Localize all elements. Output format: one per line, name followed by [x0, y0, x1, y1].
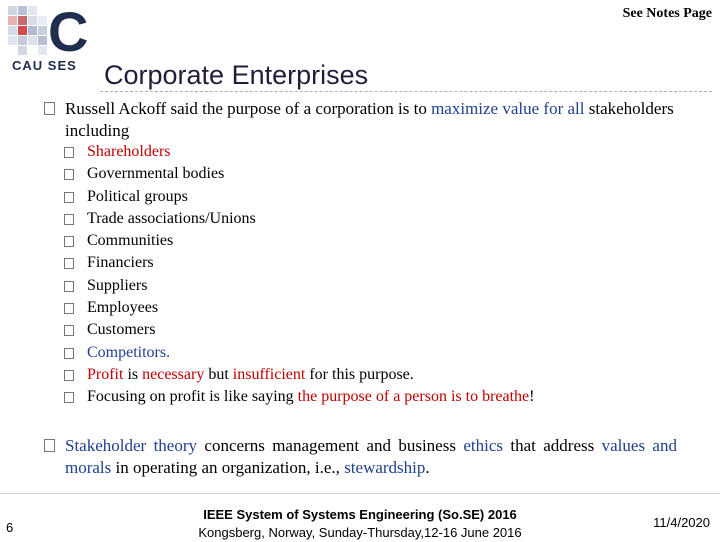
cau-ses-logo: [4, 0, 100, 76]
bullet-icon: [64, 370, 74, 381]
stakeholder-label: Trade associations/Unions: [87, 209, 256, 227]
main-point-text: [65, 98, 677, 142]
main-point-text: [65, 435, 677, 479]
stakeholder-label: Shareholders: [87, 143, 171, 160]
profit-text: is: [123, 365, 143, 383]
bullet-icon: [64, 192, 74, 203]
bullet-icon: [64, 169, 74, 180]
bullet-icon: [64, 281, 74, 292]
stakeholder-label: Employees: [87, 299, 159, 317]
profit-text: but: [204, 365, 233, 383]
breathe-emphasis: the purpose of a person is to breathe: [297, 388, 530, 406]
bullet-icon: [64, 392, 74, 403]
bullet-icon: [64, 236, 74, 247]
footer-divider: [0, 493, 720, 494]
conference-location: Kongsberg, Norway, Sunday-Thursday,12-16 June 2016: [198, 525, 522, 540]
profit-word: Profit: [87, 365, 124, 383]
stakeholder-label: Competitors.: [87, 343, 171, 361]
logo-text: CAU SES: [12, 58, 77, 73]
stakeholder-label: Communities: [87, 232, 174, 250]
stewardship-term: stewardship: [344, 458, 426, 477]
bullet-icon: [64, 147, 74, 158]
title-divider: [100, 91, 712, 92]
footer-conference: [160, 506, 560, 542]
bullet-icon: [64, 348, 74, 359]
logo-c-glyph: C: [48, 0, 89, 63]
bullet-icon: [44, 102, 55, 115]
bullet-icon: [64, 258, 74, 269]
values-morals-term: values and morals: [65, 436, 677, 477]
bullet-icon: [64, 214, 74, 225]
second-point-text: concerns management and business: [197, 436, 464, 455]
necessary-word: necessary: [142, 365, 205, 383]
bullet-icon: [44, 439, 55, 452]
stakeholder-label: Political groups: [87, 187, 188, 205]
breathe-text: Focusing on profit is like saying: [87, 388, 298, 406]
bullet-icon: [64, 325, 74, 336]
stakeholder-label: Suppliers: [87, 276, 148, 294]
intro-emphasis: maximize value for all: [431, 99, 585, 118]
stakeholder-label: Governmental bodies: [87, 165, 225, 183]
page-number: 6: [6, 520, 14, 535]
intro-text-end: stakeholders including: [65, 99, 674, 140]
stakeholder-label: Customers: [87, 321, 156, 339]
slide-title: Corporate Enterprises: [104, 60, 369, 90]
see-notes-label: See Notes Page: [622, 6, 712, 21]
profit-text: for this purpose.: [305, 365, 414, 383]
ethics-term: ethics: [463, 436, 503, 455]
slide-date: 11/4/2020: [653, 515, 710, 530]
second-point-text-end: .: [425, 458, 430, 477]
breathe-text-end: !: [529, 388, 535, 406]
stakeholder-theory-term: Stakeholder theory: [65, 436, 198, 455]
conference-title: IEEE System of Systems Engineering (So.SE) 2016: [203, 507, 517, 522]
stakeholder-label: Financiers: [87, 254, 154, 272]
insufficient-word: insufficient: [232, 365, 306, 383]
intro-text: Russell Ackoff said the purpose of a corporation is to: [65, 99, 432, 118]
second-point-text: that address: [503, 436, 602, 455]
second-point-text: in operating an organization, i.e.,: [111, 458, 345, 477]
bullet-icon: [64, 303, 74, 314]
